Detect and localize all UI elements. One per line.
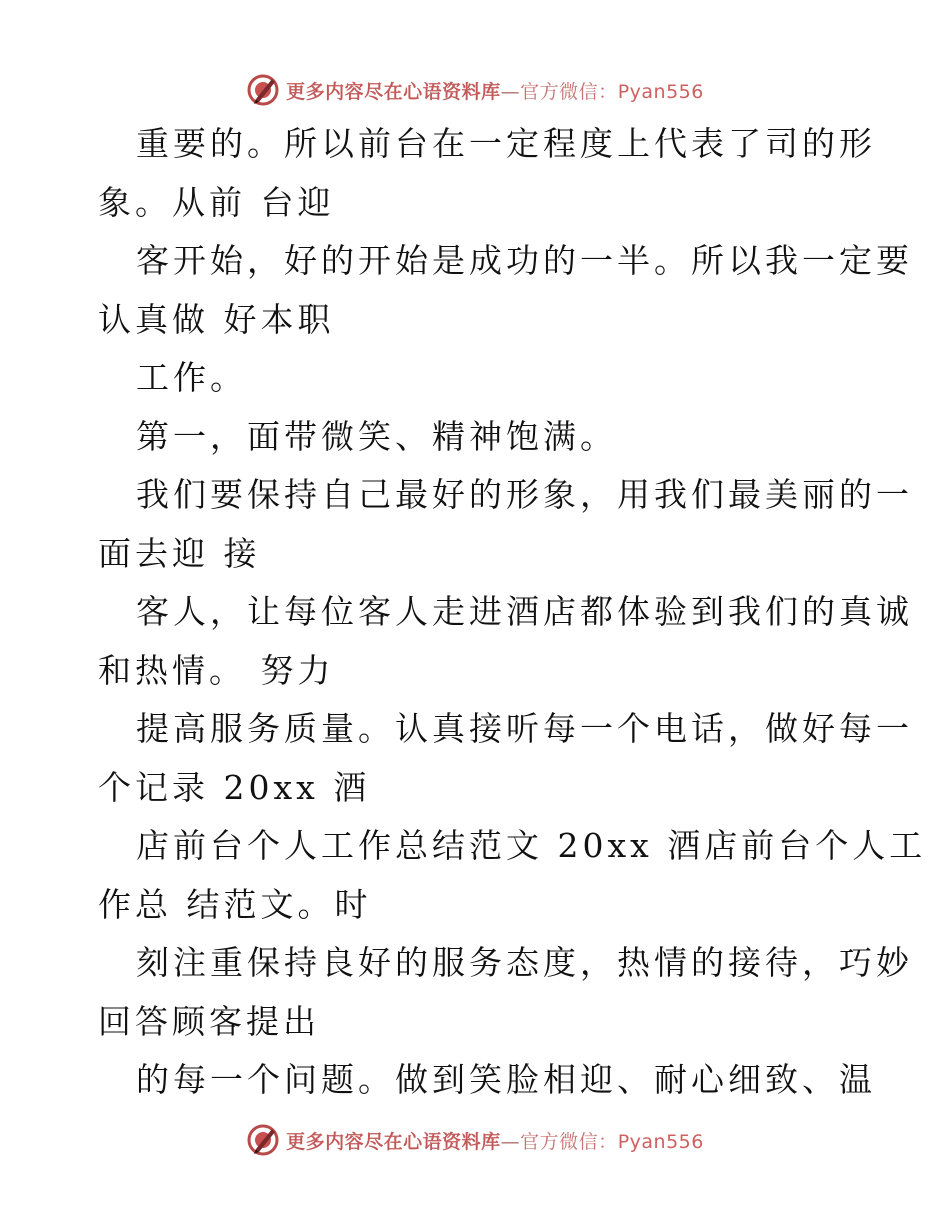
text-line: 象。从前 台迎 (98, 182, 335, 222)
pen-logo-icon (246, 73, 280, 107)
pen-logo-icon (246, 1123, 280, 1157)
text-line: 客人，让每位客人走进酒店都体验到我们的真诚 (136, 592, 913, 631)
text-line: 回答顾客提出 (98, 1001, 320, 1041)
text-line: 面去迎 接 (98, 533, 261, 573)
text-line: 重要的。所以前台在一定程度上代表了司的形 (136, 124, 876, 163)
text-line: 作总 结范文。时 (98, 884, 372, 924)
text-line: 第一，面带微笑、精神饱满。 (136, 416, 617, 456)
text-line: 和热情。 努力 (98, 650, 335, 690)
text-line: 个记录 20xx 酒 (98, 767, 371, 807)
banner-text: 更多内容尽在心语资料库—官方微信：Pyan556 (286, 80, 704, 103)
text-line: 客开始，好的开始是成功的一半。所以我一定要 (136, 241, 913, 280)
document-body (98, 115, 927, 1110)
text-line: 工作。 (136, 358, 247, 397)
text-line: 刻注重保持良好的服务态度，热情的接待，巧妙 (136, 943, 913, 982)
header-banner (0, 70, 950, 110)
text-line: 店前台个人工作总结范文 20xx 酒店前台个人工 (136, 826, 927, 865)
banner-text: 更多内容尽在心语资料库—官方微信：Pyan556 (286, 1130, 704, 1153)
text-line: 的每一个问题。做到笑脸相迎、耐心细致、温 (136, 1060, 876, 1099)
text-line: 我们要保持自己最好的形象，用我们最美丽的一 (136, 475, 913, 514)
footer-banner (0, 1120, 950, 1160)
text-line: 提高服务质量。认真接听每一个电话，做好每一 (136, 709, 913, 748)
text-line: 认真做 好本职 (98, 299, 335, 339)
